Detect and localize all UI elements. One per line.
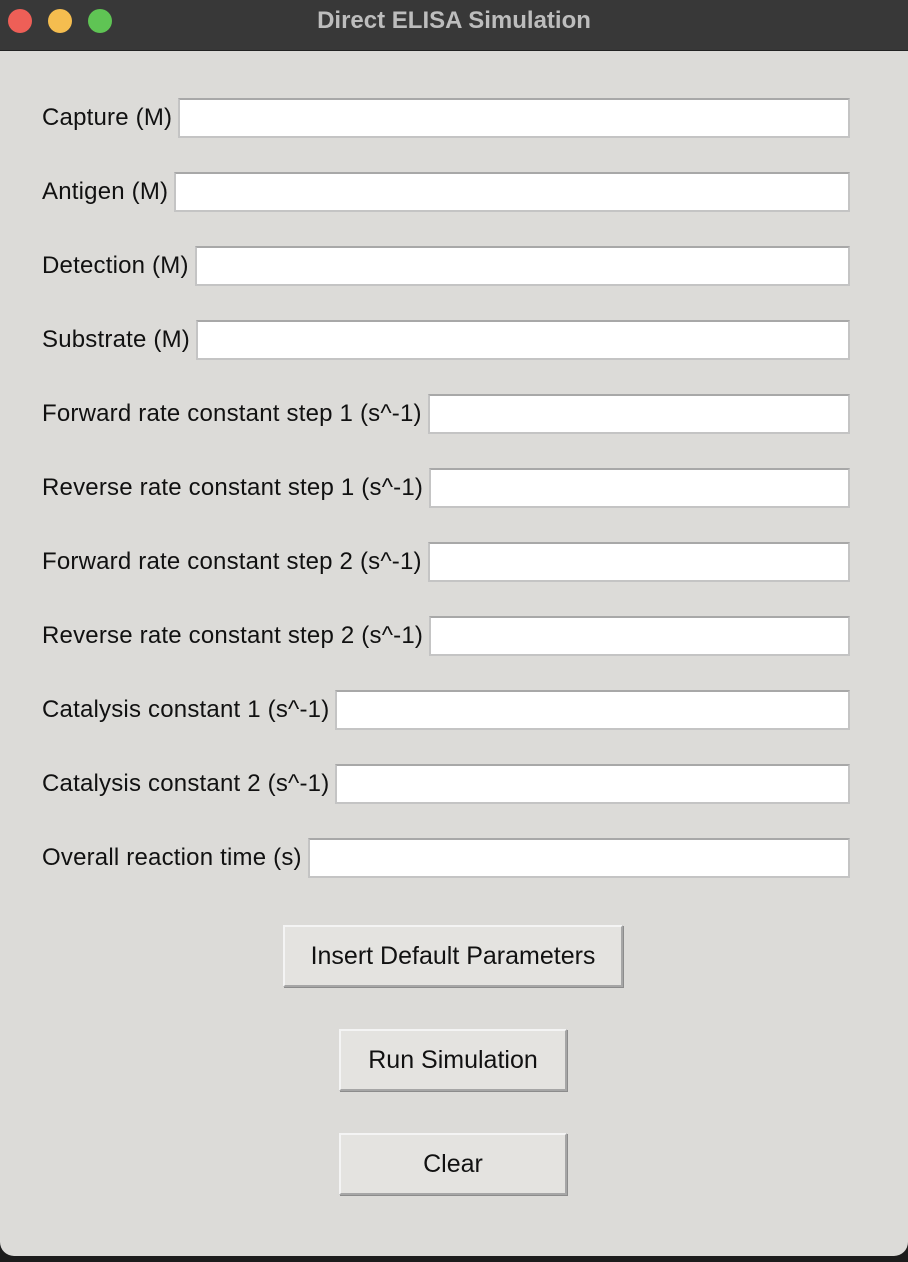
clear-button[interactable]: Clear [339,1133,567,1195]
catalysis-1-label: Catalysis constant 1 (s^-1) [42,696,330,723]
run-simulation-button[interactable]: Run Simulation [339,1029,567,1091]
forward-rate-1-label: Forward rate constant step 1 (s^-1) [42,400,422,427]
insert-default-parameters-button[interactable]: Insert Default Parameters [283,925,623,987]
title-bar [0,0,908,51]
reaction-time-input[interactable] [308,838,850,878]
catalysis-2-label: Catalysis constant 2 (s^-1) [42,770,330,797]
reverse-rate-1-input[interactable] [429,468,850,508]
form-row-antigen [42,170,850,214]
reverse-rate-1-label: Reverse rate constant step 1 (s^-1) [42,474,424,501]
forward-rate-2-label: Forward rate constant step 2 (s^-1) [42,548,422,575]
substrate-input[interactable] [196,320,850,360]
form-row-catalysis-1 [42,688,850,732]
form-row-capture [42,96,850,140]
forward-rate-2-input[interactable] [428,542,850,582]
antigen-input[interactable] [174,172,850,212]
capture-input[interactable] [178,98,850,138]
form-row-forward-rate-1 [42,392,850,436]
detection-label: Detection (M) [42,252,189,279]
form-row-reverse-rate-2 [42,614,850,658]
form-row-detection [42,244,850,288]
capture-label: Capture (M) [42,104,173,131]
antigen-label: Antigen (M) [42,178,169,205]
form-row-catalysis-2 [42,762,850,806]
reverse-rate-2-label: Reverse rate constant step 2 (s^-1) [42,622,424,649]
form-row-reaction-time [42,836,850,880]
catalysis-2-input[interactable] [335,764,850,804]
forward-rate-1-input[interactable] [428,394,850,434]
catalysis-1-input[interactable] [335,690,850,730]
detection-input[interactable] [195,246,850,286]
window-title: Direct ELISA Simulation [317,7,591,34]
form-row-substrate [42,318,850,362]
reverse-rate-2-input[interactable] [429,616,850,656]
reaction-time-label: Overall reaction time (s) [42,844,302,871]
form-row-reverse-rate-1 [42,466,850,510]
form-row-forward-rate-2 [42,540,850,584]
substrate-label: Substrate (M) [42,326,190,353]
